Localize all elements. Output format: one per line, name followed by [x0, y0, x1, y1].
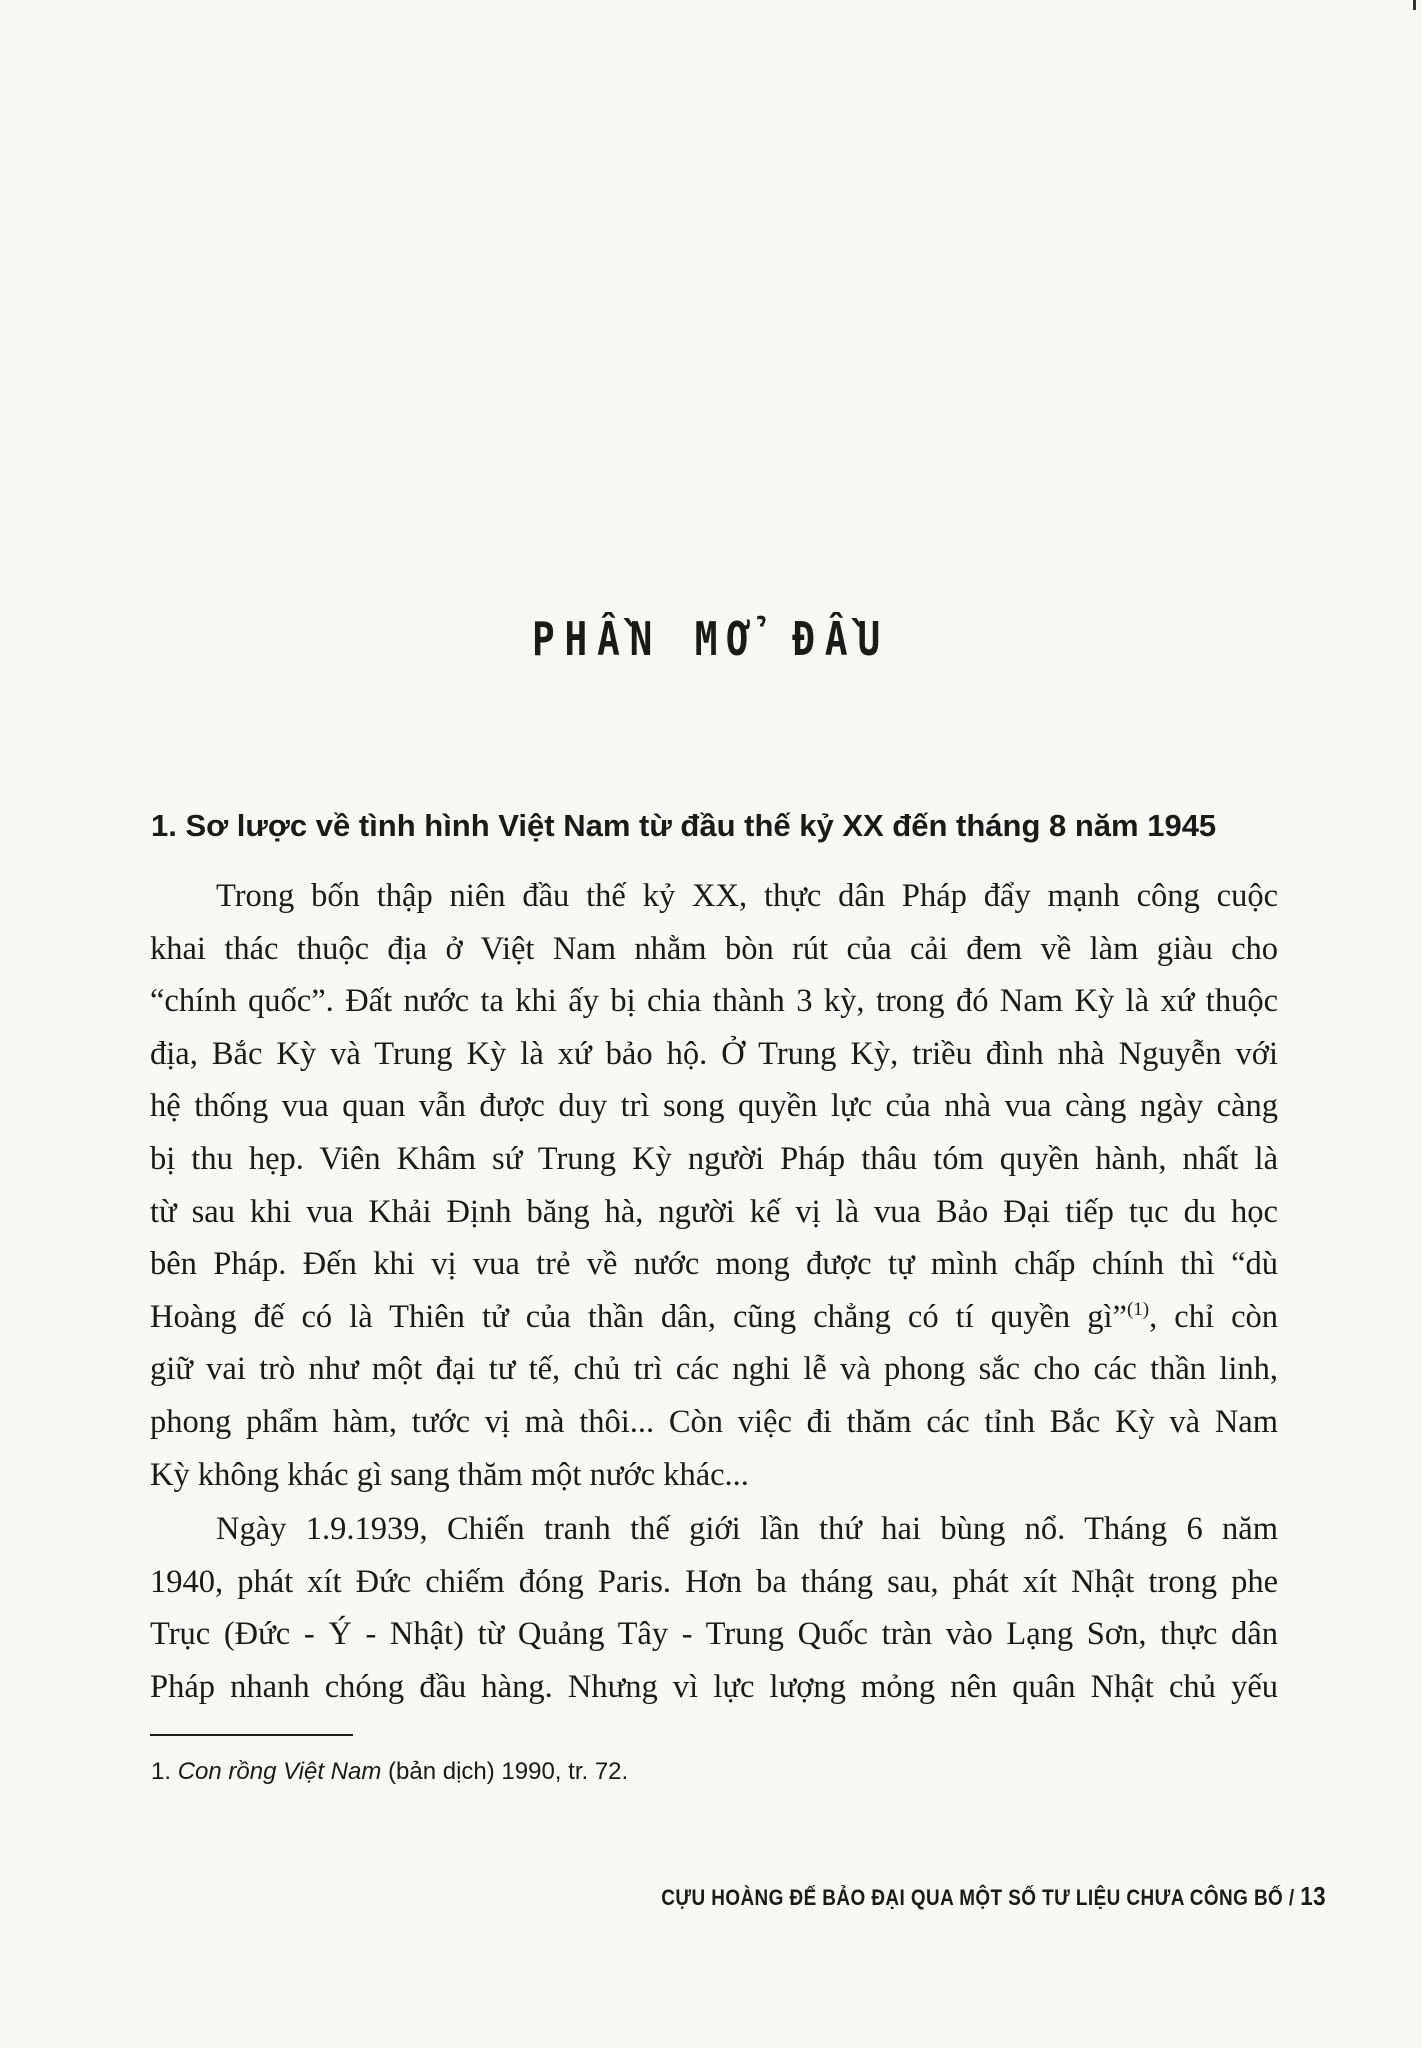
scan-corner-mark — [1413, 0, 1416, 10]
footnote-divider — [150, 1734, 353, 1736]
text-line: địa, Bắc Kỳ và Trung Kỳ là xứ bảo hộ. Ở Trung Kỳ, triều đình nhà Nguyễn với — [150, 1035, 1278, 1072]
text-line: Kỳ không khác gì sang thăm một nước khác... — [150, 1456, 749, 1493]
text-line: từ sau khi vua Khải Định băng hà, người kế vị là vua Bảo Đại tiếp tục du học — [150, 1193, 1278, 1230]
book-title: CỰU HOÀNG ĐẾ BẢO ĐẠI QUA MỘT SỐ TƯ LIỆU CHƯA CÔNG BỐ — [661, 1885, 1284, 1910]
text-line: bị thu hẹp. Viên Khâm sứ Trung Kỳ người Pháp thâu tóm quyền hành, nhất là — [150, 1140, 1278, 1177]
text-line: phong phẩm hàm, tước vị mà thôi... Còn việc đi thăm các tỉnh Bắc Kỳ và Nam — [150, 1403, 1278, 1440]
text-line: hệ thống vua quan vẫn được duy trì song quyền lực của nhà vua càng ngày càng — [150, 1088, 1278, 1125]
part-title: PHẦN MỞ ĐẦU — [531, 612, 891, 666]
text-line: Ngày 1.9.1939, Chiến tranh thế giới lần thứ hai bùng nổ. Tháng 6 năm — [216, 1511, 1278, 1547]
text-line-tail: , chỉ còn — [1149, 1298, 1278, 1335]
footnote — [151, 1758, 628, 1786]
text-line: Pháp nhanh chóng đầu hàng. Nhưng vì lực lượng mỏng nên quân Nhật chủ yếu — [150, 1668, 1278, 1705]
page-number: 13 — [1300, 1881, 1326, 1911]
footnote-reference[interactable]: (1) — [1126, 1298, 1150, 1320]
text-line-with-footnote — [150, 1291, 1278, 1344]
text-line: Trục (Đức - Ý - Nhật) từ Quảng Tây - Trung Quốc tràn vào Lạng Sơn, thực dân — [150, 1616, 1278, 1653]
text-line: bên Pháp. Đến khi vị vua trẻ về nước mong được tự mình chấp chính thì “dù — [150, 1246, 1278, 1283]
footer-separator: / — [1283, 1885, 1301, 1910]
text-line-head: Hoàng đế có là Thiên tử của thần dân, cũng chẳng có tí quyền gì” — [150, 1298, 1127, 1335]
footnote-title: Con rồng Việt Nam — [177, 1758, 382, 1785]
text-line: “chính quốc”. Đất nước ta khi ấy bị chia thành 3 kỳ, trong đó Nam Kỳ là xứ thuộc — [150, 983, 1278, 1020]
paragraph-2 — [150, 1503, 1278, 1713]
text-line: 1940, phát xít Đức chiếm đóng Paris. Hơn ba tháng sau, phát xít Nhật trong phe — [150, 1563, 1278, 1600]
paragraph-1 — [150, 870, 1278, 1501]
text-line: khai thác thuộc địa ở Việt Nam nhằm bòn rút của cải đem về làm giàu cho — [150, 930, 1278, 967]
footnote-text: (bản dịch) 1990, tr. 72. — [381, 1758, 629, 1785]
running-footer — [661, 1881, 1326, 1912]
section-heading: 1. Sơ lược về tình hình Việt Nam từ đầu thế kỷ XX đến tháng 8 năm 1945 — [151, 808, 1217, 843]
text-line: giữ vai trò như một đại tư tế, chủ trì các nghi lễ và phong sắc cho các thần linh, — [150, 1351, 1278, 1388]
text-line: Trong bốn thập niên đầu thế kỷ XX, thực dân Pháp đẩy mạnh công cuộc — [216, 878, 1278, 914]
footnote-number: 1. — [151, 1758, 178, 1785]
